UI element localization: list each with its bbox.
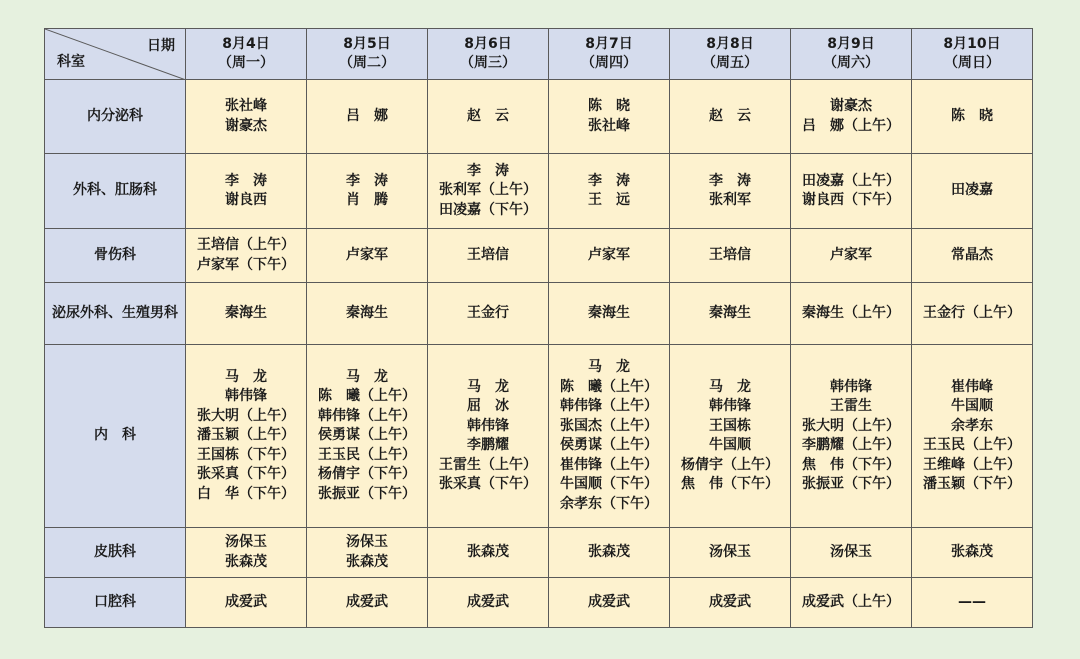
- doctor-name: 王玉民（上午）: [318, 446, 416, 463]
- doctor-name: 王国栋（下午）: [197, 446, 295, 463]
- doctor-name: 肖 腾: [346, 192, 388, 208]
- duty-cell: [428, 229, 549, 283]
- duty-cell: [307, 345, 428, 528]
- duty-schedule-table: [44, 28, 1033, 628]
- day-date: 8月9日: [827, 35, 875, 52]
- duty-cell: [307, 80, 428, 154]
- doctor-name: 汤保玉: [709, 543, 751, 560]
- doctor-name: 陈 晓: [588, 98, 630, 114]
- department-row: [45, 578, 1033, 628]
- department-row: [45, 528, 1033, 578]
- duty-cell: [549, 80, 670, 154]
- duty-cell: [670, 80, 791, 154]
- doctor-name: 张社峰: [225, 98, 267, 114]
- department-name-cell: [45, 283, 186, 345]
- doctor-name: 卢家军: [588, 246, 630, 263]
- duty-cell: [670, 229, 791, 283]
- day-date: 8月5日: [343, 35, 391, 52]
- doctor-name: 王雷生: [830, 398, 872, 414]
- doctor-name: 张大明（上午）: [802, 417, 900, 434]
- doctor-name: 谢豪杰: [225, 117, 267, 134]
- department-name-cell: [45, 528, 186, 578]
- doctor-name: 杨倩宇（上午）: [681, 456, 779, 473]
- doctor-name: 田凌嘉（下午）: [439, 201, 537, 218]
- doctor-name: 牛国顺（下午）: [560, 476, 658, 492]
- doctor-name: 卢家军: [346, 246, 388, 263]
- doctor-name: 谢良西（下午）: [802, 192, 900, 208]
- doctor-name: 汤保玉: [830, 543, 872, 560]
- doctor-name: 马 龙: [346, 368, 388, 385]
- duty-cell: [428, 154, 549, 229]
- doctor-name: 李鹏耀: [467, 437, 509, 453]
- doctor-name: 汤保玉: [225, 534, 267, 550]
- department-name-cell: [45, 154, 186, 229]
- day-weekday: （周五）: [702, 55, 758, 71]
- doctor-name: 王国栋: [709, 417, 751, 434]
- department-name-cell: [45, 578, 186, 628]
- duty-cell: [791, 154, 912, 229]
- doctor-name: 张森茂: [951, 543, 993, 560]
- duty-cell: [912, 80, 1033, 154]
- duty-cell: [186, 578, 307, 628]
- department-row: [45, 80, 1033, 154]
- department-row: [45, 154, 1033, 229]
- doctor-name: 常晶杰: [951, 246, 993, 263]
- doctor-name: 陈 曦（上午）: [560, 378, 658, 395]
- doctor-name: 成爱武（上午）: [802, 593, 900, 610]
- duty-cell: [670, 528, 791, 578]
- duty-cell: [791, 528, 912, 578]
- doctor-name: 陈 曦（上午）: [318, 388, 416, 405]
- doctor-name: 焦 伟（下午）: [681, 476, 779, 492]
- doctor-name: 张利军（上午）: [439, 182, 537, 199]
- doctor-name: 成爱武: [225, 593, 267, 610]
- day-weekday: （周二）: [339, 55, 395, 71]
- doctor-name: 张国杰（上午）: [560, 417, 658, 434]
- duty-cell: [186, 283, 307, 345]
- doctor-name: 王培信: [467, 246, 509, 263]
- doctor-name: 成爱武: [709, 593, 751, 610]
- doctor-name: 秦海生: [588, 304, 630, 321]
- day-date: 8月8日: [706, 35, 754, 52]
- day-header-cell: [549, 29, 670, 80]
- department-name-cell: [45, 229, 186, 283]
- doctor-name: 田凌嘉（上午）: [802, 172, 900, 189]
- doctor-name: 成爱武: [346, 593, 388, 610]
- doctor-name: 王培信（上午）: [197, 237, 295, 253]
- doctor-name: 牛国顺: [709, 437, 751, 453]
- duty-cell: [670, 154, 791, 229]
- doctor-name: 王培信: [709, 246, 751, 263]
- doctor-name: 成爱武: [467, 593, 509, 610]
- doctor-name: 马 龙: [467, 378, 509, 395]
- doctor-name: 赵 云: [709, 107, 751, 124]
- doctor-name: 侯勇谋（上午）: [560, 437, 658, 453]
- duty-cell: [912, 154, 1033, 229]
- doctor-name: 白 华（下午）: [197, 485, 295, 502]
- doctor-name: 李 涛: [225, 172, 267, 189]
- doctor-name: 崔伟峰: [951, 378, 993, 395]
- duty-cell: [549, 528, 670, 578]
- doctor-name: 王金行: [467, 304, 509, 321]
- day-weekday: （周日）: [944, 55, 1000, 71]
- doctor-name: 侯勇谋（上午）: [318, 427, 416, 444]
- duty-cell: [549, 578, 670, 628]
- duty-cell: [912, 578, 1033, 628]
- doctor-name: 张森茂: [467, 543, 509, 560]
- doctor-name: 秦海生: [225, 304, 267, 321]
- duty-cell: [791, 283, 912, 345]
- corner-date-label: 日期: [147, 38, 175, 54]
- day-header-cell: [186, 29, 307, 80]
- duty-cell: [186, 229, 307, 283]
- doctor-name: 谢良西: [225, 192, 267, 208]
- doctor-name: 崔伟锋（上午）: [560, 456, 658, 473]
- doctor-name: 韩伟锋（上午）: [560, 398, 658, 414]
- doctor-name: 张大明（上午）: [197, 407, 295, 424]
- doctor-name: 卢家军: [830, 246, 872, 263]
- doctor-name: 田凌嘉: [951, 182, 993, 199]
- doctor-name: 韩伟锋: [709, 398, 751, 414]
- doctor-name: 张森茂: [225, 553, 267, 570]
- department-name: 内 科: [94, 427, 136, 444]
- department-name: 皮肤科: [94, 543, 136, 560]
- day-weekday: （周一）: [218, 55, 274, 71]
- department-name: 骨伤科: [94, 246, 136, 263]
- doctor-name: 李 涛: [346, 172, 388, 189]
- doctor-name: 张社峰: [588, 117, 630, 134]
- doctor-name: 李鹏耀（上午）: [802, 437, 900, 453]
- doctor-name: 余孝东: [951, 417, 993, 434]
- duty-cell: [791, 578, 912, 628]
- doctor-name: 成爱武: [588, 593, 630, 610]
- department-name: 外科、肛肠科: [73, 182, 157, 199]
- doctor-name: 潘玉颖（下午）: [923, 476, 1021, 492]
- duty-cell: [549, 229, 670, 283]
- header-row: [45, 29, 1033, 80]
- doctor-name: ——: [958, 593, 986, 610]
- duty-cell: [307, 528, 428, 578]
- day-date: 8月4日: [222, 35, 270, 52]
- duty-cell: [307, 229, 428, 283]
- day-weekday: （周三）: [460, 55, 516, 71]
- doctor-name: 张采真（下午）: [197, 466, 295, 483]
- duty-cell: [670, 578, 791, 628]
- doctor-name: 李 涛: [709, 172, 751, 189]
- doctor-name: 王雷生（上午）: [439, 456, 537, 473]
- duty-cell: [307, 578, 428, 628]
- day-weekday: （周六）: [823, 55, 879, 71]
- duty-cell: [912, 229, 1033, 283]
- schedule-wrapper: [44, 28, 1033, 628]
- day-date: 8月10日: [943, 35, 1001, 52]
- department-name-cell: [45, 345, 186, 528]
- day-header-cell: [912, 29, 1033, 80]
- duty-cell: [912, 345, 1033, 528]
- doctor-name: 汤保玉: [346, 534, 388, 550]
- duty-cell: [307, 154, 428, 229]
- duty-cell: [428, 80, 549, 154]
- duty-cell: [307, 283, 428, 345]
- doctor-name: 王维峰（上午）: [923, 456, 1021, 473]
- department-row: [45, 283, 1033, 345]
- doctor-name: 李 涛: [588, 172, 630, 189]
- duty-cell: [549, 283, 670, 345]
- department-row: [45, 345, 1033, 528]
- doctor-name: 谢豪杰: [830, 98, 872, 114]
- duty-cell: [428, 528, 549, 578]
- duty-cell: [186, 345, 307, 528]
- corner-dept-label: 科室: [57, 53, 85, 70]
- duty-cell: [912, 283, 1033, 345]
- day-header-cell: [670, 29, 791, 80]
- doctor-name: 张振亚（下午）: [318, 485, 416, 502]
- department-name: 内分泌科: [87, 107, 143, 124]
- duty-cell: [186, 154, 307, 229]
- doctor-name: 马 龙: [709, 378, 751, 395]
- doctor-name: 潘玉颖（上午）: [197, 427, 295, 444]
- duty-cell: [428, 578, 549, 628]
- doctor-name: 牛国顺: [951, 398, 993, 414]
- day-header-cell: [307, 29, 428, 80]
- doctor-name: 秦海生（上午）: [802, 304, 900, 321]
- corner-header-cell: [45, 29, 186, 80]
- duty-cell: [186, 528, 307, 578]
- doctor-name: 王 远: [588, 192, 630, 208]
- duty-cell: [428, 345, 549, 528]
- duty-cell: [428, 283, 549, 345]
- doctor-name: 杨倩宇（下午）: [318, 466, 416, 483]
- doctor-name: 张森茂: [346, 553, 388, 570]
- duty-cell: [549, 345, 670, 528]
- duty-cell: [670, 345, 791, 528]
- duty-cell: [791, 229, 912, 283]
- doctor-name: 李 涛: [467, 162, 509, 179]
- doctor-name: 马 龙: [588, 359, 630, 375]
- duty-cell: [670, 283, 791, 345]
- doctor-name: 吕 娜（上午）: [802, 117, 900, 134]
- doctor-name: 韩伟锋: [225, 388, 267, 405]
- doctor-name: 屈 冰: [467, 398, 509, 414]
- department-name-cell: [45, 80, 186, 154]
- doctor-name: 焦 伟（下午）: [802, 456, 900, 473]
- day-date: 8月7日: [585, 35, 633, 52]
- duty-cell: [186, 80, 307, 154]
- doctor-name: 韩伟锋: [830, 378, 872, 395]
- department-row: [45, 229, 1033, 283]
- doctor-name: 韩伟锋（上午）: [318, 407, 416, 424]
- doctor-name: 余孝东（下午）: [560, 495, 658, 512]
- doctor-name: 张森茂: [588, 543, 630, 560]
- doctor-name: 马 龙: [225, 368, 267, 385]
- doctor-name: 秦海生: [709, 304, 751, 321]
- doctor-name: 陈 晓: [951, 107, 993, 124]
- doctor-name: 王金行（上午）: [923, 304, 1021, 321]
- day-date: 8月6日: [464, 35, 512, 52]
- duty-cell: [791, 80, 912, 154]
- department-name: 泌尿外科、生殖男科: [52, 304, 178, 321]
- doctor-name: 韩伟锋: [467, 417, 509, 434]
- doctor-name: 秦海生: [346, 304, 388, 321]
- day-header-cell: [428, 29, 549, 80]
- doctor-name: 张采真（下午）: [439, 476, 537, 492]
- department-name: 口腔科: [94, 593, 136, 610]
- doctor-name: 赵 云: [467, 107, 509, 124]
- doctor-name: 吕 娜: [346, 107, 388, 124]
- doctor-name: 张利军: [709, 192, 751, 208]
- doctor-name: 张振亚（下午）: [802, 476, 900, 492]
- doctor-name: 王玉民（上午）: [923, 437, 1021, 453]
- doctor-name: 卢家军（下午）: [197, 256, 295, 273]
- duty-cell: [912, 528, 1033, 578]
- day-weekday: （周四）: [581, 55, 637, 71]
- duty-cell: [549, 154, 670, 229]
- duty-cell: [791, 345, 912, 528]
- day-header-cell: [791, 29, 912, 80]
